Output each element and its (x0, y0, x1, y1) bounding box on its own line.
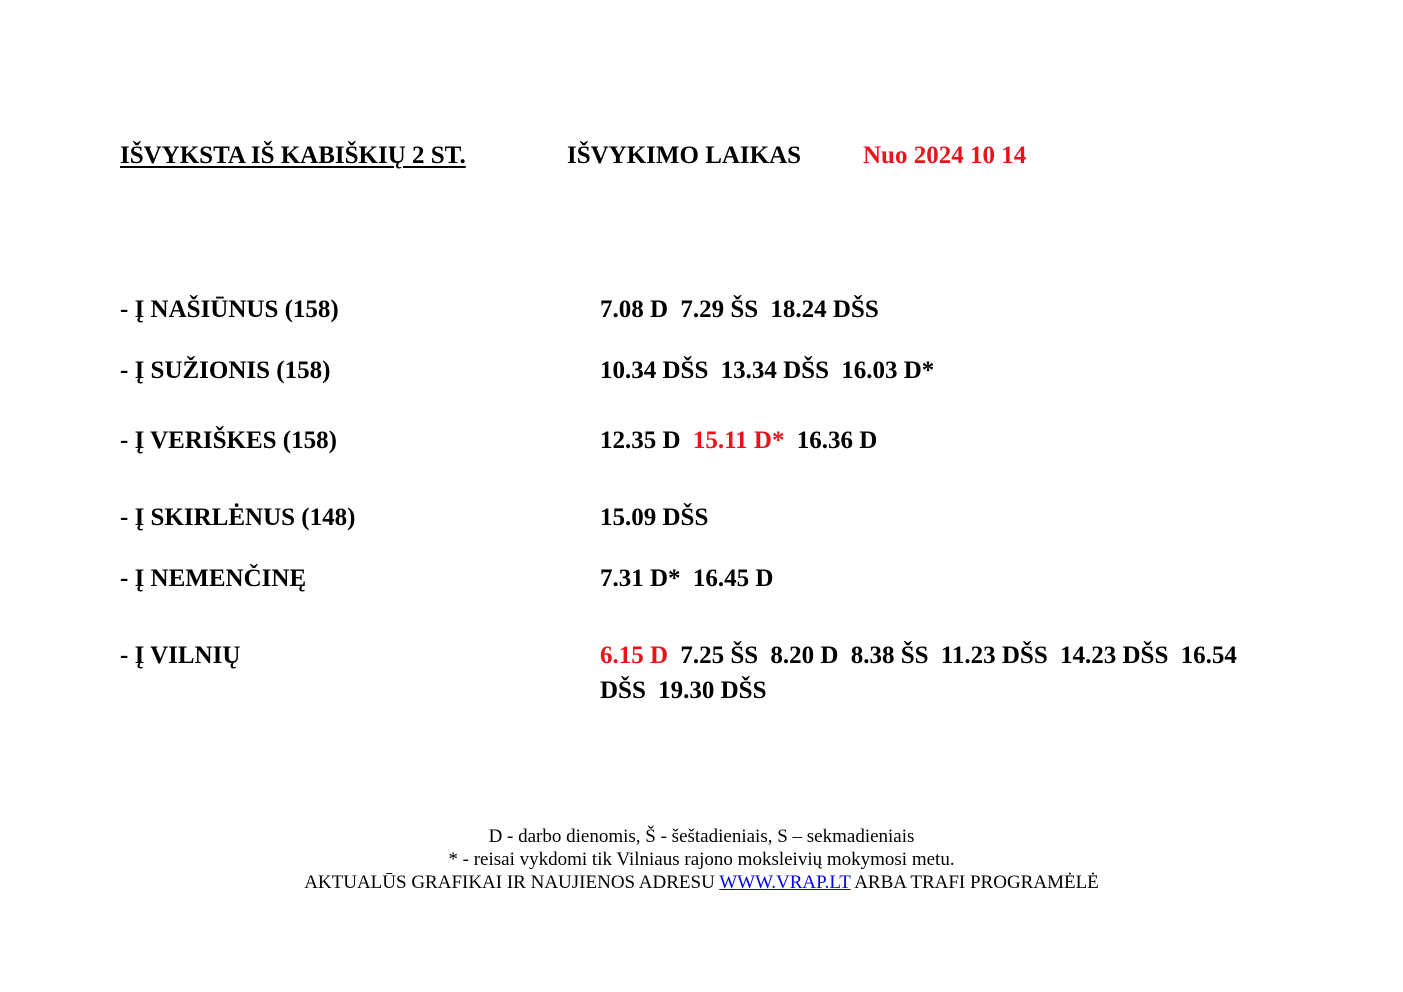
departure-time: 7.25 ŠS (680, 642, 759, 669)
route-times (600, 353, 1240, 388)
departure-time: 15.11 D* (692, 427, 785, 454)
route-times (600, 561, 1240, 596)
route-destination: - Į NAŠIŪNUS (158) (120, 296, 339, 323)
departure-time: 16.36 D (796, 427, 878, 454)
departure-time: 18.24 DŠS (770, 296, 879, 323)
info-line (0, 871, 1403, 894)
departure-stop-title: IŠVYKSTA IŠ KABIŠKIŲ 2 ST. (120, 142, 466, 169)
departure-time-label: IŠVYKIMO LAIKAS (567, 142, 802, 169)
departure-time: 12.35 D (600, 427, 681, 454)
departure-time: 11.23 DŠS (940, 642, 1048, 669)
route-destination: - Į NEMENČINĘ (120, 565, 307, 592)
route-destination: - Į VERIŠKES (158) (120, 427, 337, 454)
route-destination: - Į SKIRLĖNUS (148) (120, 504, 356, 531)
legend-text: D - darbo dienomis, Š - šeštadieniais, S – sekmadieniais (488, 826, 915, 847)
departure-time: 7.08 D (600, 296, 669, 323)
timetable-header (0, 140, 1403, 172)
departure-time: 6.15 D (600, 642, 669, 669)
departure-time: 15.09 DŠS (600, 504, 709, 531)
vrap-website-link[interactable]: WWW.VRAP.LT (719, 872, 851, 893)
school-note-text: * - reisai vykdomi tik Vilniaus rajono moksleivių mokymosi metu. (448, 849, 955, 870)
departure-time: 16.45 D (692, 565, 774, 592)
departure-time: 13.34 DŠS (720, 357, 829, 384)
route-times (600, 500, 1240, 535)
departure-time: 14.23 DŠS (1059, 642, 1169, 669)
departure-time: 16.54 DŠS (600, 642, 1237, 704)
route-times (600, 638, 1240, 708)
info-prefix: AKTUALŪS GRAFIKAI IR NAUJIENOS ADRESU (304, 872, 715, 893)
route-destination: - Į SUŽIONIS (158) (120, 357, 331, 384)
valid-from-date: Nuo 2024 10 14 (863, 142, 1027, 169)
departure-time: 8.20 D (770, 642, 839, 669)
footer-notes (0, 825, 1403, 894)
departure-time: 7.29 ŠS (680, 296, 759, 323)
departure-time: 8.38 ŠS (850, 642, 929, 669)
route-times (600, 423, 1240, 458)
route-destination: - Į VILNIŲ (120, 642, 241, 669)
departure-time: 7.31 D* (600, 565, 681, 592)
departure-time: 16.03 D* (841, 357, 935, 384)
departure-time: 10.34 DŠS (600, 357, 709, 384)
info-suffix: ARBA TRAFI PROGRAMĖLĖ (854, 872, 1099, 893)
departure-time: 19.30 DŠS (658, 677, 767, 704)
route-times (600, 292, 1240, 327)
